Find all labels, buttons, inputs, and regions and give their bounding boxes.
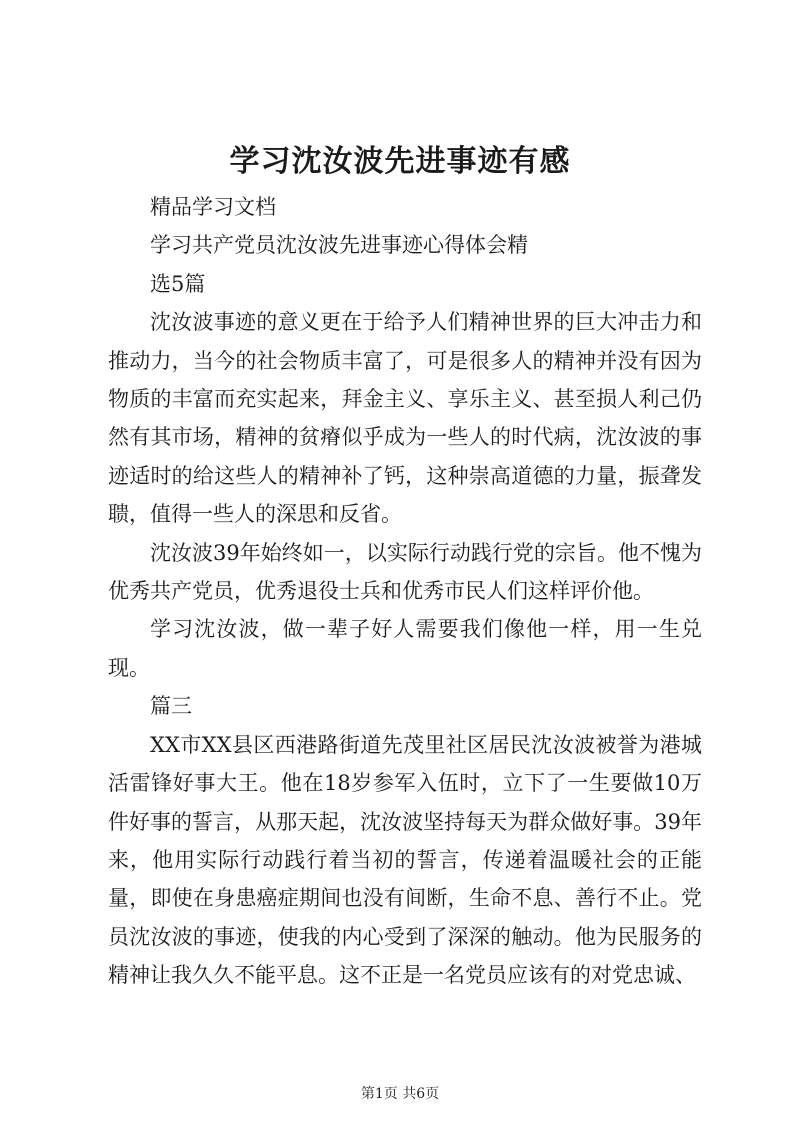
paragraph-subtitle-line1: 学习共产党员沈汝波先进事迹心得体会精	[150, 233, 528, 258]
paragraph-significance: 沈汝波事迹的意义更在于给予人们精神世界的巨大冲击力和推动力，当今的社会物质丰富了，可是很多人的精神并没有因为物质的丰富而充实起来，拜金主义、享乐主义、甚至损人利己仍然有其市场，精神的贫瘠似乎成为一些人的时代病，沈汝波的事迹适时的给这些人的精神补了钙，这种崇高道德的力量，振聋发聩，值得一些人的深思和反省。	[108, 310, 702, 527]
paragraph-section-heading: 篇三	[150, 694, 192, 719]
paragraph-doc-label: 精品学习文档	[150, 195, 276, 219]
paragraph-subtitle-line2: 选5篇	[150, 271, 206, 296]
paragraph-story: XX市XX县区西港路街道先茂里社区居民沈汝波被誉为港城活雷锋好事大王。他在18岁参军入伍时，立下了一生要做10万件好事的誓言，从那天起，沈汝波坚持每天为群众做好事。39年来，他用实际行动践行着当初的誓言，传递着温暖社会的正能量，即使在身患癌症期间也没有间断，生命不息、善行不止。党员沈汝波的事迹，使我的内心受到了深深的触动。他为民服务的精神让我久久不能平息。这不正是一名党员应该有的对党忠诚、	[108, 732, 702, 988]
page-footer: 第1页 共6页	[360, 1086, 440, 1102]
paragraph-39-years: 沈汝波39年始终如一，以实际行动践行党的宗旨。他不愧为优秀共产党员，优秀退役士兵和优秀市民人们这样评价他。	[108, 540, 702, 604]
document-body	[108, 188, 702, 995]
paragraph-learn: 学习沈汝波，做一辈子好人需要我们像他一样，用一生兑现。	[108, 617, 702, 680]
document-title: 学习沈汝波先进事迹有感	[229, 144, 571, 179]
